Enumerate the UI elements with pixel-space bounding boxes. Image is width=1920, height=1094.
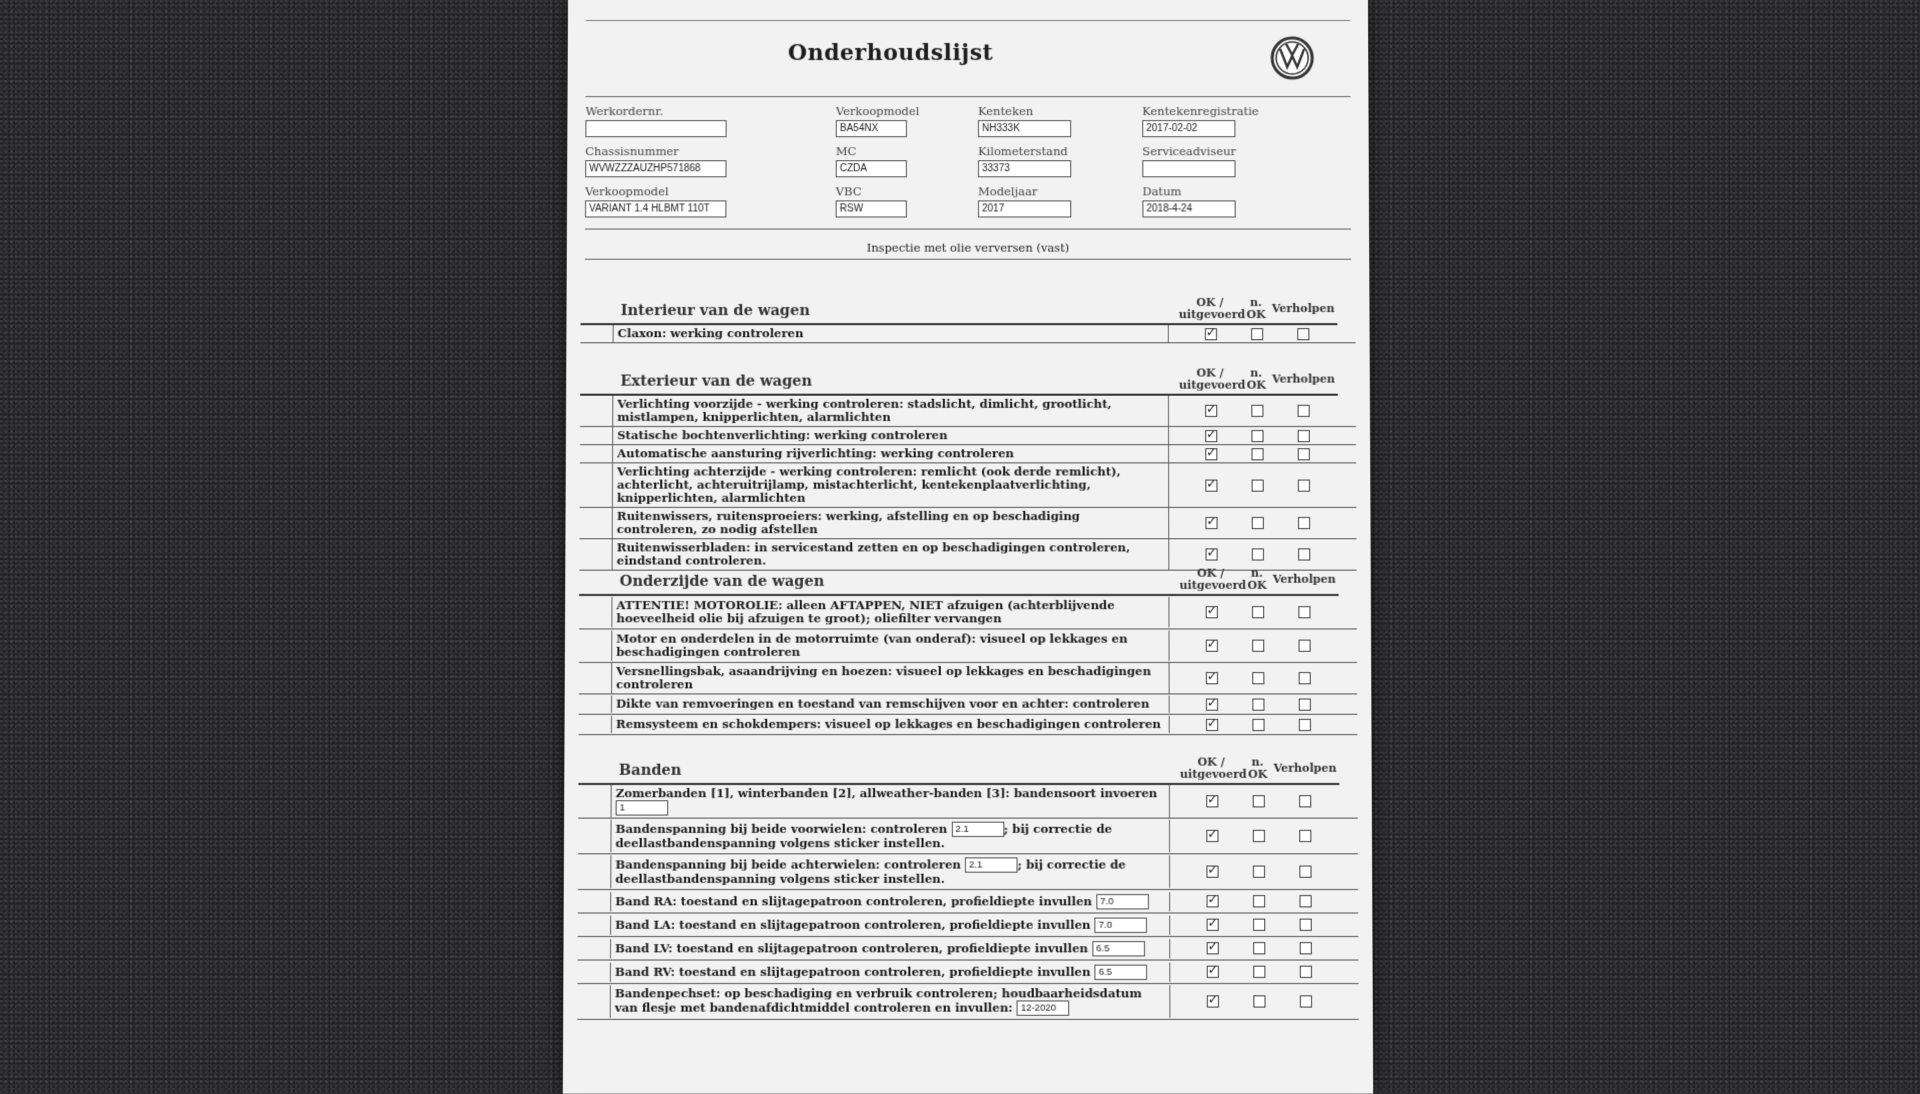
checklist-item: [578, 819, 1358, 855]
checklist-item-input[interactable]: 7.0: [1095, 917, 1148, 932]
header-field-label: Kentekenregistratie: [1142, 104, 1259, 119]
verholpen-checkbox[interactable]: [1300, 966, 1312, 978]
header-field-label: Werkordernr.: [585, 104, 664, 119]
checklist-item-text: Bandenspanning bij beide voorwielen: controleren 2.1 ; bij correctie de deellastbandenspanning volgens sticker instellen.: [610, 820, 1170, 853]
checklist-item-text: Automatische aansturing rijverlichting: werking controleren: [612, 445, 1169, 462]
section-header: [579, 557, 1356, 596]
check-icon: ✓: [1206, 694, 1218, 710]
nok-checkbox[interactable]: [1253, 830, 1265, 842]
checklist-item: [578, 854, 1358, 890]
checklist-item: [577, 984, 1358, 1020]
checklist-item-input[interactable]: 2.1: [951, 822, 1004, 837]
ok-checkbox[interactable]: [1205, 324, 1217, 340]
checklist-item-text: Claxon: werking controleren: [613, 325, 1169, 342]
nok-checkbox[interactable]: [1253, 995, 1265, 1007]
checklist-item: [578, 914, 1359, 938]
column-header-verholpen: Verholpen: [1272, 572, 1336, 586]
ok-checkbox[interactable]: [1206, 826, 1218, 842]
nok-checkbox[interactable]: [1252, 448, 1264, 460]
header-divider: [586, 96, 1351, 97]
ok-checkbox[interactable]: [1205, 401, 1217, 417]
column-header-verholpen: Verholpen: [1272, 372, 1335, 386]
header-field-label: Modeljaar: [978, 184, 1038, 199]
nok-checkbox[interactable]: [1252, 672, 1264, 684]
column-header-nok: n. OK: [1246, 366, 1266, 392]
header-field: [836, 184, 942, 217]
column-header-verholpen: Verholpen: [1271, 301, 1335, 316]
checklist-section: [579, 357, 1356, 570]
header-field-label: Kenteken: [978, 104, 1034, 119]
checklist-item-text: Bandenspanning bij beide achterwielen: controleren 2.1 ; bij correctie de deellastbandenspanning volgens sticker instellen.: [610, 855, 1170, 888]
verholpen-checkbox[interactable]: [1299, 672, 1311, 684]
header-field: [978, 104, 1106, 137]
checklist-item-text: Dikte van remvoeringen en toestand van remschijven voor en achter: controleren: [611, 695, 1170, 712]
check-icon: ✓: [1206, 669, 1218, 684]
header-field: [585, 144, 761, 177]
document-title: Onderhoudslijst: [787, 40, 994, 67]
checklist-item-text: Verlichting voorzijde - werking controleren: stadslicht, dimlicht, grootlicht, mistlampen, knipperlichten, alarmlichten: [612, 396, 1169, 426]
check-icon: ✓: [1207, 962, 1218, 977]
nok-checkbox[interactable]: [1252, 718, 1264, 730]
header-field-value[interactable]: 33373: [978, 160, 1071, 177]
checklist-item-input[interactable]: 2.1: [965, 857, 1018, 872]
checklist-item-text: Band RA: toestand en slijtagepatroon controleren, profieldiepte invullen 7.0: [610, 892, 1170, 911]
column-header-ok: OK / uitgevoerd: [1179, 755, 1247, 781]
column-header-nok: n. OK: [1247, 566, 1267, 592]
check-icon: ✓: [1207, 992, 1219, 1007]
ok-checkbox[interactable]: [1207, 992, 1219, 1007]
check-icon: ✓: [1206, 513, 1217, 529]
checklist-item-text: Verlichting achterzijde - werking controleren: remlicht (ook derde remlicht), achterlicht, achteruitrijlamp, mistachterlicht, kentekenplaatverlichting, knipperlichten, alarmlichten: [612, 463, 1169, 506]
verholpen-checkbox[interactable]: [1299, 895, 1311, 907]
header-field-label: Kilometerstand: [978, 144, 1068, 159]
nok-checkbox[interactable]: [1253, 942, 1265, 954]
check-icon: ✓: [1207, 792, 1218, 807]
checklist-item-text: Remsysteem en schokdempers: visueel op lekkages en beschadigingen controleren: [611, 716, 1170, 733]
checklist-item: [579, 694, 1358, 714]
check-icon: ✓: [1206, 476, 1217, 491]
nok-checkbox[interactable]: [1252, 517, 1264, 529]
header-field-label: Datum: [1142, 184, 1182, 199]
header-field-label: Chassisnummer: [585, 144, 679, 159]
header-fields: [585, 104, 1347, 224]
checklist-item-input[interactable]: 7.0: [1096, 894, 1149, 909]
header-field-label: VBC: [835, 184, 862, 199]
verholpen-checkbox[interactable]: [1299, 698, 1311, 710]
checklist-item: [580, 508, 1357, 539]
checklist-item: [580, 445, 1356, 463]
check-icon: ✓: [1207, 892, 1218, 907]
checklist-item-text: Band LA: toestand en slijtagepatroon controleren, profieldiepte invullen 7.0: [610, 915, 1170, 934]
header-field-value[interactable]: RSW: [836, 200, 907, 217]
checklist-item-text: Zomerbanden [1], winterbanden [2], allweather-banden [3]: bandensoort invoeren 1: [611, 785, 1170, 818]
header-field: [978, 144, 1106, 177]
checklist-section: [580, 287, 1355, 343]
header-field-label: MC: [835, 144, 857, 159]
checklist-item-text: Ruitenwisserbladen: in servicestand zetten en op beschadigingen controleren, eindstand controleren.: [612, 539, 1170, 569]
column-header-ok: OK / uitgevoerd: [1179, 566, 1247, 592]
checklist-item-input[interactable]: 6.5: [1095, 964, 1148, 979]
nok-checkbox[interactable]: [1252, 479, 1264, 491]
header-field-value[interactable]: VARIANT 1.4 HLBMT 110T: [585, 200, 726, 217]
verholpen-checkbox[interactable]: [1299, 795, 1311, 807]
checklist-item-text: Band LV: toestand en slijtagepatroon controleren, profieldiepte invullen 6.5: [610, 939, 1170, 958]
checklist-item-text: ATTENTIE! MOTOROLIE: alleen AFTAPPEN, NIET afzuigen (achterblijvende hoeveelheid olie bij afzuigen te groot); oliefilter vervangen: [611, 597, 1169, 627]
check-icon: ✓: [1206, 603, 1217, 618]
header-field: [1142, 104, 1270, 137]
checklist-item: [580, 325, 1355, 343]
maintenance-sheet: [563, 0, 1373, 1094]
checklist-item-text: Ruitenwissers, ruitensproeiers: werking, afstelling en op beschadiging controleren, zo nodig afstellen: [612, 508, 1170, 538]
section-title: Banden: [618, 761, 682, 779]
verholpen-checkbox[interactable]: [1300, 942, 1312, 954]
ok-checkbox[interactable]: [1206, 694, 1218, 710]
checklist-item-input[interactable]: 1: [616, 800, 669, 815]
verholpen-checkbox[interactable]: [1298, 479, 1310, 491]
column-header-verholpen: Verholpen: [1273, 761, 1337, 775]
header-field-value[interactable]: 2018-4-24: [1142, 200, 1235, 217]
ok-checkbox[interactable]: [1206, 603, 1218, 618]
header-field: [585, 104, 761, 137]
header-field-value[interactable]: 2017: [978, 200, 1071, 217]
inspection-type: Inspectie met olie verversen (vast): [866, 240, 1070, 255]
check-icon: ✓: [1207, 915, 1218, 930]
checklist-item-text: Bandenpechset: op beschadiging en verbruik controleren; houdbaarheidsdatum van flesje met bandenafdichtmiddel controleren en invullen: 12-2020: [610, 985, 1171, 1018]
ok-checkbox[interactable]: [1207, 915, 1219, 931]
nok-checkbox[interactable]: [1251, 430, 1263, 442]
checklist-section: [579, 557, 1358, 735]
checklist-section: [577, 746, 1358, 1020]
checklist-item-input[interactable]: 6.5: [1092, 941, 1145, 956]
ok-checkbox[interactable]: [1206, 669, 1218, 684]
checklist-item: [578, 937, 1359, 961]
checklist-item: [580, 396, 1356, 427]
checklist-item: [578, 785, 1358, 819]
ok-checkbox[interactable]: [1206, 792, 1218, 807]
checklist-item: [578, 890, 1358, 913]
ok-checkbox[interactable]: [1205, 476, 1217, 491]
nok-checkbox[interactable]: [1252, 606, 1264, 618]
checklist-item: [580, 427, 1356, 445]
inspection-divider: [585, 259, 1351, 260]
checklist-item-input[interactable]: 12-2020: [1017, 1000, 1070, 1015]
header-field-label: Serviceadviseur: [1142, 144, 1237, 159]
check-icon: ✓: [1207, 939, 1218, 954]
section-header: [581, 287, 1356, 325]
checklist-item-text: Motor en onderdelen in de motorruimte (van onderaf): visueel op lekkages en beschadigingen controleren: [611, 630, 1169, 660]
check-icon: ✓: [1205, 324, 1217, 339]
header-bottom-divider: [585, 229, 1351, 230]
ok-checkbox[interactable]: [1207, 939, 1219, 954]
nok-checkbox[interactable]: [1251, 405, 1263, 417]
header-field: [585, 184, 762, 217]
verholpen-checkbox[interactable]: [1298, 517, 1310, 529]
header-field-label: Verkoopmodel: [585, 184, 669, 199]
verholpen-checkbox[interactable]: [1298, 606, 1310, 618]
header-field-label: Verkoopmodel: [835, 104, 920, 119]
verholpen-checkbox[interactable]: [1297, 328, 1309, 340]
verholpen-checkbox[interactable]: [1299, 718, 1311, 730]
ok-checkbox[interactable]: [1205, 444, 1217, 460]
header-field-value[interactable]: WVWZZZAUZHP571868: [585, 160, 726, 177]
verholpen-checkbox[interactable]: [1299, 866, 1311, 878]
check-icon: ✓: [1206, 426, 1217, 441]
top-border: [586, 20, 1350, 21]
checklist-item: [579, 663, 1357, 694]
header-field: [978, 184, 1106, 217]
column-header-ok: OK / uitgevoerd: [1178, 366, 1246, 392]
check-icon: ✓: [1206, 444, 1217, 459]
verholpen-checkbox[interactable]: [1298, 448, 1310, 460]
nok-checkbox[interactable]: [1253, 795, 1265, 807]
column-header-ok: OK / uitgevoerd: [1178, 295, 1246, 322]
checklist-item: [579, 715, 1358, 735]
column-header-nok: n. OK: [1246, 295, 1266, 322]
verholpen-checkbox[interactable]: [1300, 919, 1312, 931]
checklist-item: [579, 596, 1357, 629]
checklist-item: [580, 463, 1357, 507]
nok-checkbox[interactable]: [1251, 328, 1263, 340]
header-field-value[interactable]: CZDA: [836, 160, 907, 177]
section-title: Interieur van de wagen: [620, 301, 810, 320]
checklist-item-text: Versnellingsbak, asaandrijving en hoezen: visueel op lekkages en beschadigingen controleren: [611, 663, 1170, 693]
checklist-item: [579, 629, 1357, 662]
verholpen-checkbox[interactable]: [1298, 405, 1310, 417]
header-field-value[interactable]: NH333K: [978, 120, 1071, 137]
verholpen-checkbox[interactable]: [1300, 995, 1312, 1007]
verholpen-checkbox[interactable]: [1299, 830, 1311, 842]
header-field: [1142, 184, 1270, 217]
header-field: [836, 104, 942, 137]
checklist-item-text: Band RV: toestand en slijtagepatroon controleren, profieldiepte invullen 6.5: [610, 962, 1170, 981]
header-field: [1142, 144, 1270, 177]
check-icon: ✓: [1207, 862, 1218, 877]
check-icon: ✓: [1206, 401, 1217, 416]
ok-checkbox[interactable]: [1206, 715, 1218, 730]
ok-checkbox[interactable]: [1205, 426, 1217, 442]
check-icon: ✓: [1206, 636, 1217, 651]
header-field: [836, 144, 942, 177]
nok-checkbox[interactable]: [1253, 919, 1265, 931]
section-header: [580, 357, 1356, 395]
section-title: Exterieur van de wagen: [620, 372, 813, 390]
ok-checkbox[interactable]: [1207, 962, 1219, 978]
verholpen-checkbox[interactable]: [1298, 640, 1310, 652]
nok-checkbox[interactable]: [1253, 966, 1265, 978]
ok-checkbox[interactable]: [1206, 636, 1218, 652]
header-field-value[interactable]: BA54NX: [836, 120, 907, 137]
section-title: Onderzijde van de wagen: [619, 572, 825, 590]
column-header-nok: n. OK: [1247, 755, 1268, 781]
verholpen-checkbox[interactable]: [1298, 430, 1310, 442]
nok-checkbox[interactable]: [1252, 698, 1264, 710]
nok-checkbox[interactable]: [1253, 866, 1265, 878]
volkswagen-logo-icon: [1270, 36, 1314, 80]
check-icon: ✓: [1207, 715, 1218, 730]
nok-checkbox[interactable]: [1253, 895, 1265, 907]
checklist-item: [577, 961, 1358, 985]
header-field-value[interactable]: [585, 120, 726, 137]
header-field-value[interactable]: [1142, 160, 1235, 177]
ok-checkbox[interactable]: [1207, 892, 1219, 907]
header-field-value[interactable]: 2017-02-02: [1142, 120, 1235, 137]
ok-checkbox[interactable]: [1205, 513, 1217, 529]
section-header: [578, 746, 1357, 785]
nok-checkbox[interactable]: [1252, 640, 1264, 652]
ok-checkbox[interactable]: [1206, 862, 1218, 878]
checklist-item-text: Statische bochtenverlichting: werking controleren: [612, 427, 1169, 444]
check-icon: ✓: [1207, 826, 1218, 842]
check-icon: ✓: [1206, 545, 1217, 560]
